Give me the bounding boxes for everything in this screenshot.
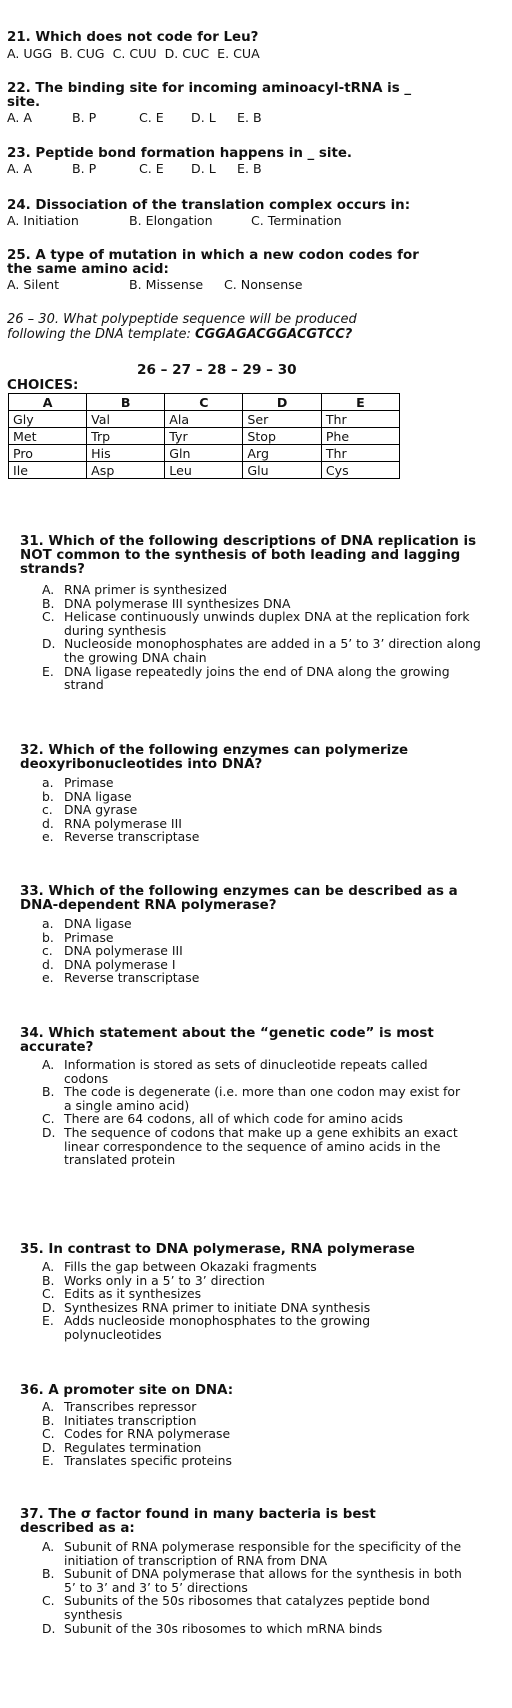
question-35-text: In contrast to DNA polymerase, RNA polymerase (48, 1242, 415, 1257)
question-34-text: Which statement about the “genetic code” is most accurate? (20, 1026, 434, 1055)
question-24-title: 24. Dissociation of the translation complex occurs in: (7, 198, 411, 213)
table-cell: Phe (321, 428, 399, 445)
list-item: c. DNA gyrase (42, 802, 138, 818)
list-item: C. Helicase continuously unwinds duplex DNA at the replication fork during synthesis (42, 609, 470, 638)
question-25-title: 25. A type of mutation in which a new codon codes for (7, 248, 419, 263)
question-33-options (42, 917, 462, 985)
table-cell: Arg (243, 445, 321, 462)
question-32-options (42, 776, 462, 844)
list-item: A. Fills the gap between Okazaki fragments (42, 1259, 317, 1274)
question-36-options (42, 1400, 462, 1468)
table-cell: Gln (165, 445, 243, 462)
question-32-text: Which of the following enzymes can polymerize deoxyribonucleotides into DNA? (20, 743, 409, 772)
question-22-option-b: B. P (72, 110, 97, 125)
question-24-option-b: B. Elongation (129, 213, 213, 228)
question-22-option-d: D. L (191, 110, 216, 125)
list-item: A. Information is stored as sets of dinucleotide repeats called codons (42, 1057, 428, 1086)
question-37 (20, 1508, 440, 1536)
question-23-title: 23. Peptide bond formation happens in _ site. (7, 146, 353, 161)
list-item: B. Initiates transcription (42, 1412, 197, 1428)
table-cell: Stop (243, 428, 321, 445)
question-36 (20, 1384, 460, 1398)
list-item: C. Codes for RNA polymerase (42, 1426, 231, 1442)
question-25-title-cont: the same amino acid: (7, 262, 169, 277)
prompt-prefix: following the DNA template: (7, 327, 195, 342)
table-cell: Asp (87, 462, 165, 479)
dna-template-sequence: CGGAGACGGACGTCC? (195, 327, 353, 342)
table-cell: Met (9, 428, 87, 445)
amino-acid-choices-table (8, 393, 400, 479)
list-item: A. RNA primer is synthesized (42, 582, 228, 597)
table-cell: Cys (321, 462, 399, 479)
list-item: D. The sequence of codons that make up a gene exhibits an exact linear correspondence to the sequence of amino acids in the translated protein (42, 1124, 458, 1168)
list-item: B. DNA polymerase III synthesizes DNA (42, 595, 291, 611)
table-header: B (87, 394, 165, 411)
list-item: A. Subunit of RNA polymerase responsible for the specificity of the initiation of transcription of RNA from DNA (42, 1539, 462, 1568)
question-35 (20, 1243, 480, 1257)
question-33 (20, 885, 460, 913)
list-item: c. DNA polymerase III (42, 943, 183, 959)
table-cell: His (87, 445, 165, 462)
question-25-option-c: C. Nonsense (224, 277, 303, 292)
table-cell: Val (87, 411, 165, 428)
question-36-text: A promoter site on DNA: (48, 1383, 234, 1398)
list-item: a. DNA ligase (42, 916, 132, 931)
question-31-text: Which of the following descriptions of DNA replication is NOT common to the synthesis of both leading and lagging strands? (20, 534, 477, 577)
list-item: B. Works only in a 5’ to 3’ direction (42, 1272, 265, 1288)
list-item: B. The code is degenerate (i.e. more than one codon may exist for a single amino acid) (42, 1084, 461, 1113)
table-row (9, 411, 400, 428)
list-item: E. Translates specific proteins (42, 1453, 232, 1469)
question-26-30-prompt: 26 – 30. What polypeptide sequence will be produced (7, 312, 357, 327)
table-cell: Glu (243, 462, 321, 479)
list-item: C. Edits as it synthesizes (42, 1286, 202, 1302)
list-item: D. Subunit of the 30s ribosomes to which mRNA binds (42, 1620, 383, 1636)
question-number: 33. (20, 884, 44, 899)
list-item: D. Regulates termination (42, 1439, 202, 1455)
question-34-options (42, 1058, 462, 1167)
question-33-text: Which of the following enzymes can be described as a DNA-dependent RNA polymerase? (20, 884, 458, 913)
list-item: C. Subunits of the 50s ribosomes that catalyzes peptide bond synthesis (42, 1593, 430, 1622)
question-number: 35. (20, 1242, 44, 1257)
list-item: D. Nucleoside monophosphates are added in a 5’ to 3’ direction along the growing DNA chain (42, 636, 481, 665)
question-37-text: The σ factor found in many bacteria is best described as a: (20, 1507, 376, 1536)
question-number: 32. (20, 743, 44, 758)
question-21-options: A. UGG B. CUG C. CUU D. CUC E. CUA (7, 46, 260, 61)
question-25-option-a: A. Silent (7, 277, 60, 292)
table-header: D (243, 394, 321, 411)
question-number: 31. (20, 534, 44, 549)
answer-sequence-line: 26 – 27 – 28 – 29 – 30 (137, 362, 297, 378)
question-22-title-cont: site. (7, 95, 41, 110)
question-22-option-c: C. E (139, 110, 164, 125)
list-item: e. Reverse transcriptase (42, 970, 200, 986)
question-34 (20, 1027, 470, 1055)
choices-label: CHOICES: (7, 378, 79, 393)
question-37-options (42, 1540, 462, 1635)
question-24-option-c: C. Termination (251, 213, 342, 228)
table-cell: Ala (165, 411, 243, 428)
table-cell: Pro (9, 445, 87, 462)
table-row (9, 445, 400, 462)
question-23-option-e: E. B (237, 161, 262, 176)
question-23-option-d: D. L (191, 161, 216, 176)
list-item: A. Transcribes repressor (42, 1399, 197, 1414)
list-item: D. Synthesizes RNA primer to initiate DNA synthesis (42, 1299, 371, 1315)
table-cell: Thr (321, 445, 399, 462)
table-cell: Trp (87, 428, 165, 445)
list-item: d. DNA polymerase I (42, 956, 176, 972)
question-31-options (42, 583, 482, 692)
question-22-title: 22. The binding site for incoming aminoacyl-tRNA is _ (7, 81, 412, 96)
list-item: a. Primase (42, 775, 114, 790)
list-item: b. DNA ligase (42, 788, 132, 804)
question-number: 37. (20, 1507, 44, 1522)
table-header: E (321, 394, 399, 411)
question-26-30-prompt-cont (7, 328, 352, 342)
list-item: b. Primase (42, 929, 114, 945)
question-21-title: 21. Which does not code for Leu? (7, 30, 259, 45)
question-number: 36. (20, 1383, 44, 1398)
list-item: B. Subunit of DNA polymerase that allows for the synthesis in both 5’ to 3’ and 3’ to 5’ directions (42, 1566, 462, 1595)
question-25-option-b: B. Missense (129, 277, 204, 292)
table-header: A (9, 394, 87, 411)
question-32 (20, 744, 460, 772)
list-item: E. DNA ligase repeatedly joins the end of DNA along the growing strand (42, 663, 450, 693)
question-number: 34. (20, 1026, 44, 1041)
table-cell: Ile (9, 462, 87, 479)
question-24-option-a: A. Initiation (7, 213, 79, 228)
table-cell: Tyr (165, 428, 243, 445)
list-item: e. Reverse transcriptase (42, 829, 200, 845)
question-22-option-e: E. B (237, 110, 262, 125)
table-cell: Ser (243, 411, 321, 428)
question-23-option-b: B. P (72, 161, 97, 176)
question-23-option-a: A. A (7, 161, 33, 176)
table-header: C (165, 394, 243, 411)
list-item: d. RNA polymerase III (42, 815, 182, 831)
question-23-option-c: C. E (139, 161, 164, 176)
table-row (9, 462, 400, 479)
list-item: C. There are 64 codons, all of which code for amino acids (42, 1111, 403, 1127)
question-31 (20, 535, 482, 577)
table-cell: Gly (9, 411, 87, 428)
table-cell: Leu (165, 462, 243, 479)
table-cell: Thr (321, 411, 399, 428)
list-item: E. Adds nucleoside monophosphates to the growing polynucleotides (42, 1313, 371, 1342)
table-row (9, 428, 400, 445)
table-header-row (9, 394, 400, 411)
question-35-options (42, 1260, 462, 1342)
question-22-option-a: A. A (7, 110, 33, 125)
